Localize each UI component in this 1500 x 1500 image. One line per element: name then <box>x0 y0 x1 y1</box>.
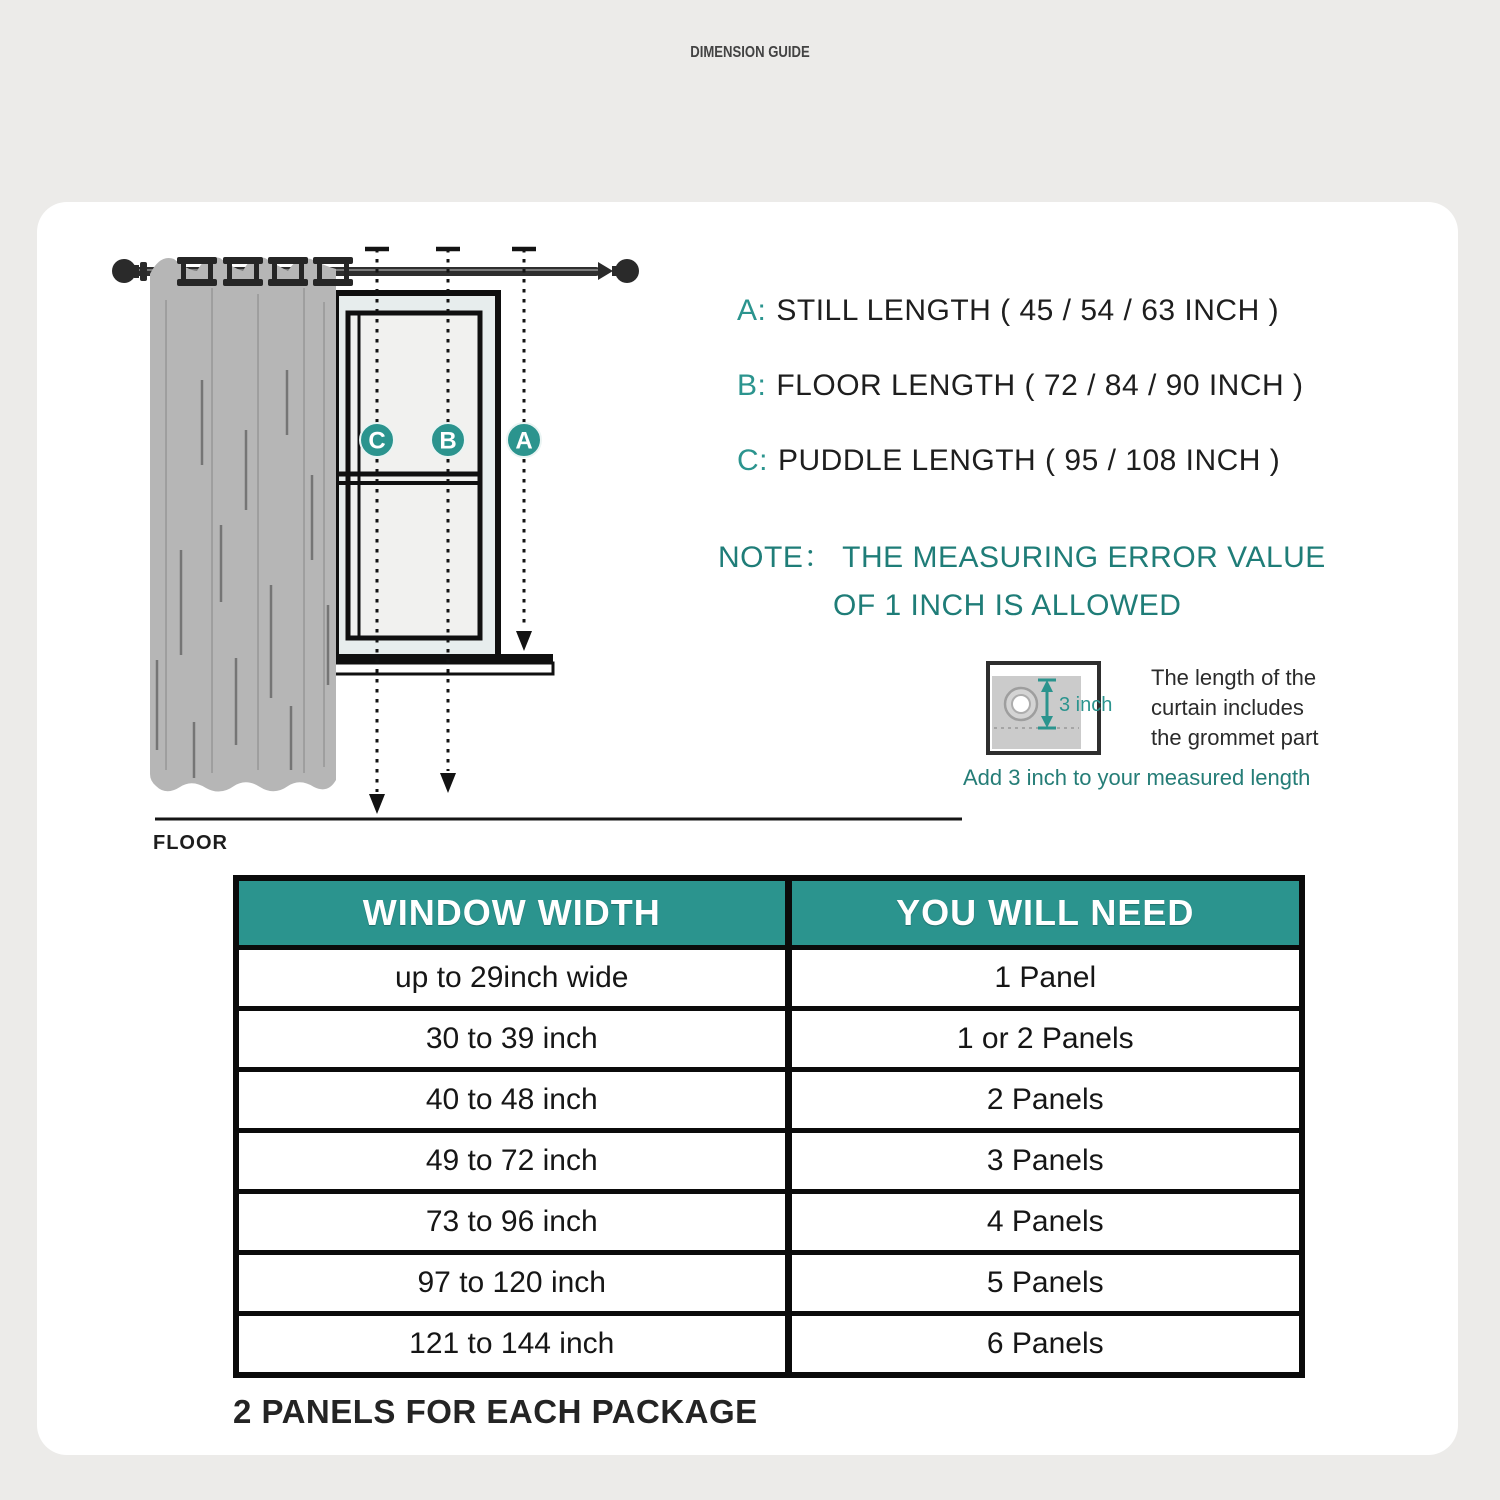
panel-count-table <box>233 875 1305 1378</box>
length-line-c <box>737 444 1280 478</box>
measurement-badges <box>360 423 541 457</box>
length-c-prefix: C: <box>737 444 768 477</box>
rod-finial-left <box>112 259 136 283</box>
arrowhead-c <box>369 794 385 814</box>
table-header-row <box>236 878 1302 948</box>
panels-needed-cell: 2 Panels <box>788 1070 1302 1131</box>
length-a-text: STILL LENGTH ( 45 / 54 / 63 INCH ) <box>776 294 1280 327</box>
header-you-will-need: YOU WILL NEED <box>788 878 1302 948</box>
page-title: DIMENSION GUIDE <box>690 44 810 61</box>
panels-needed-cell: 1 or 2 Panels <box>788 1009 1302 1070</box>
grommet-caption-line1: The length of the <box>1151 665 1317 690</box>
window-width-cell: 49 to 72 inch <box>236 1131 788 1192</box>
badge-c-label: C <box>368 427 386 455</box>
grommet-caption-line3: the grommet part <box>1151 725 1319 750</box>
window-graphic <box>334 293 553 674</box>
panels-needed-cell: 5 Panels <box>788 1253 1302 1314</box>
table-row <box>236 1070 1302 1131</box>
table-row <box>236 1131 1302 1192</box>
grommet-caption <box>1151 663 1319 753</box>
panels-needed-cell: 1 Panel <box>788 948 1302 1009</box>
window-width-cell: 97 to 120 inch <box>236 1253 788 1314</box>
curtain-panel <box>150 257 353 792</box>
table-row <box>236 1192 1302 1253</box>
panels-needed-cell: 4 Panels <box>788 1192 1302 1253</box>
length-line-a <box>737 294 1279 328</box>
length-line-b <box>737 369 1304 403</box>
table-row <box>236 1314 1302 1376</box>
badge-b-label: B <box>439 427 457 455</box>
length-b-text: FLOOR LENGTH ( 72 / 84 / 90 INCH ) <box>776 369 1304 402</box>
table-row <box>236 948 1302 1009</box>
window-width-cell: 30 to 39 inch <box>236 1009 788 1070</box>
rod-finial-right <box>615 259 639 283</box>
package-note: 2 PANELS FOR EACH PACKAGE <box>233 1393 758 1430</box>
arrowhead-b <box>440 773 456 793</box>
badge-a-label: A <box>515 427 533 455</box>
length-c-text: PUDDLE LENGTH ( 95 / 108 INCH ) <box>778 444 1281 477</box>
window-width-cell: 40 to 48 inch <box>236 1070 788 1131</box>
grommet-caption-line2: curtain includes <box>1151 695 1304 720</box>
length-a-prefix: A: <box>737 294 767 327</box>
note-line-2: OF 1 INCH IS ALLOWED <box>833 589 1182 622</box>
arrowhead-a <box>516 631 532 651</box>
grommet-tip: Add 3 inch to your measured length <box>963 765 1311 790</box>
header-window-width: WINDOW WIDTH <box>236 878 788 948</box>
three-inch-label: 3 inch <box>1059 694 1113 716</box>
window-width-cell: 121 to 144 inch <box>236 1314 788 1376</box>
note-line-1: NOTE： THE MEASURING ERROR VALUE <box>718 541 1326 574</box>
table-row <box>236 1009 1302 1070</box>
window-width-cell: up to 29inch wide <box>236 948 788 1009</box>
length-b-prefix: B: <box>737 369 767 402</box>
window-width-cell: 73 to 96 inch <box>236 1192 788 1253</box>
panels-needed-cell: 3 Panels <box>788 1131 1302 1192</box>
panels-needed-cell: 6 Panels <box>788 1314 1302 1376</box>
floor-label: FLOOR <box>153 832 228 854</box>
table-row <box>236 1253 1302 1314</box>
